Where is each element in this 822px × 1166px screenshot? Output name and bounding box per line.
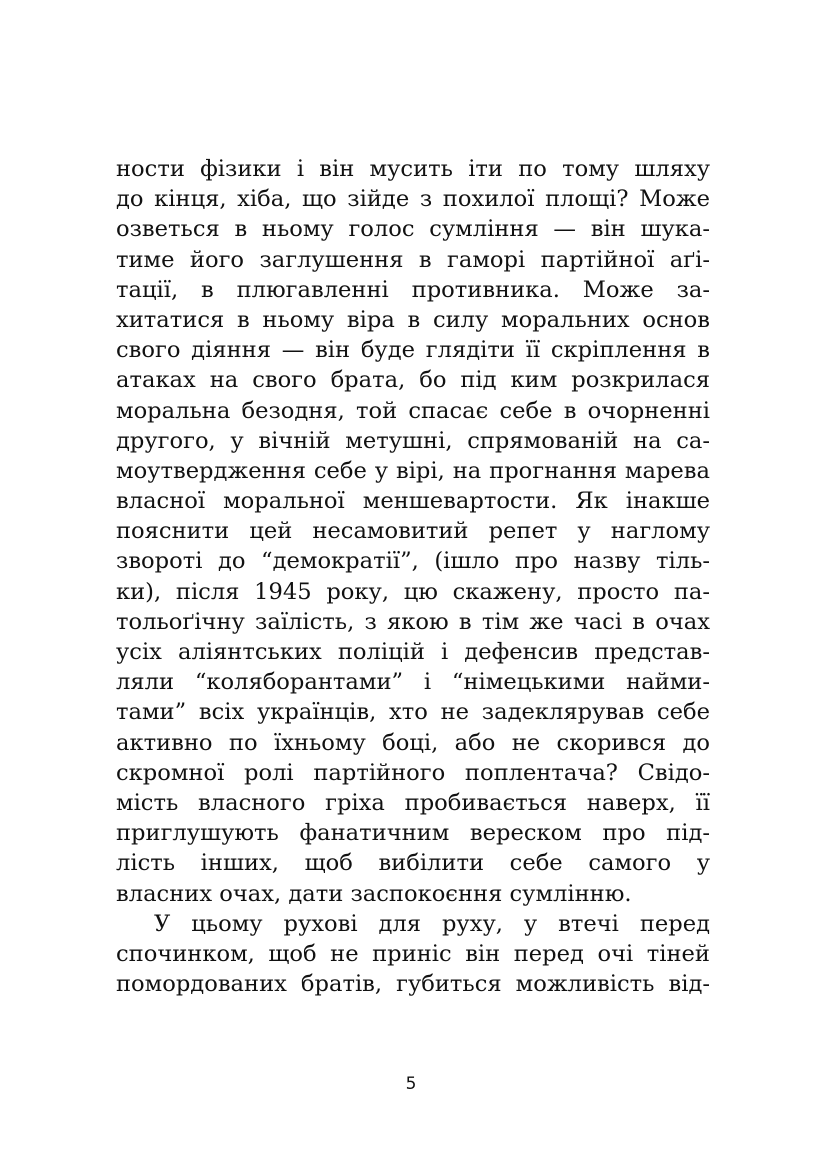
text-line: ки), після 1945 року, цю скажену, просто па- — [116, 578, 710, 605]
text-line: атаках на свого брата, бо під ким розкрилася — [116, 367, 710, 394]
text-line: спочинком, щоб не приніс він перед очі тіней — [116, 940, 710, 967]
text-line: скромної ролі партійного поплентача? Свідо- — [116, 759, 710, 786]
text-line: звороті до “демократії”, (ішло про назву тіль- — [116, 548, 710, 575]
text-line: ляли “коляборантами” і “німецькими найми- — [116, 669, 710, 696]
text-line: тольоґічну заїлість, з якою в тім же часі в очах — [116, 608, 710, 635]
text-line: свого діяння — він буде глядіти її скріплення в — [116, 337, 710, 364]
text-line: тами” всіх українців, хто не задеклярував себе — [116, 699, 710, 726]
text-line: власної моральної меншевартости. Як інакше — [116, 488, 710, 515]
text-line: пояснити цей несамовитий репет у наглому — [116, 518, 710, 545]
text-line: озветься в ньому голос сумління — він шука- — [116, 216, 710, 243]
text-line: лість інших, щоб вибілити себе самого у — [116, 850, 710, 877]
text-line: другого, у вічній метушні, спрямованій на са- — [116, 427, 710, 454]
text-line: тиме його заглушення в гаморі партійної аґі- — [116, 246, 710, 273]
text-line: мість власного гріха пробивається наверх, її — [116, 789, 710, 816]
text-line: активно по їхньому боці, або не скорився до — [116, 729, 710, 756]
text-line: хитатися в ньому віра в силу моральних основ — [116, 306, 710, 333]
text-line: тації, в плюгавленні противника. Може за- — [116, 276, 710, 303]
text-line: приглушують фанатичним вереском про під- — [116, 820, 710, 847]
text-line: до кінця, хіба, що зійде з похилої площі? Може — [116, 186, 710, 213]
text-line-paragraph-end: власних очах, дати заспокоєння сумлінню. — [116, 880, 632, 907]
text-line: усіх аліянтських поліцій і дефенсив представ- — [116, 639, 710, 665]
text-line-paragraph-start: У цьому рухові для руху, у втечі перед — [154, 910, 710, 937]
text-line: моральна безодня, той спасає себе в очорненні — [116, 397, 710, 424]
body-text — [116, 154, 710, 999]
text-line: ности фізики і він мусить іти по тому шляху — [116, 156, 710, 182]
page-number: 5 — [405, 1074, 417, 1094]
text-line: моутвердження себе у вірі, на прогнання марева — [116, 457, 710, 484]
text-line: помордованих братів, губиться можливість від- — [116, 971, 710, 998]
